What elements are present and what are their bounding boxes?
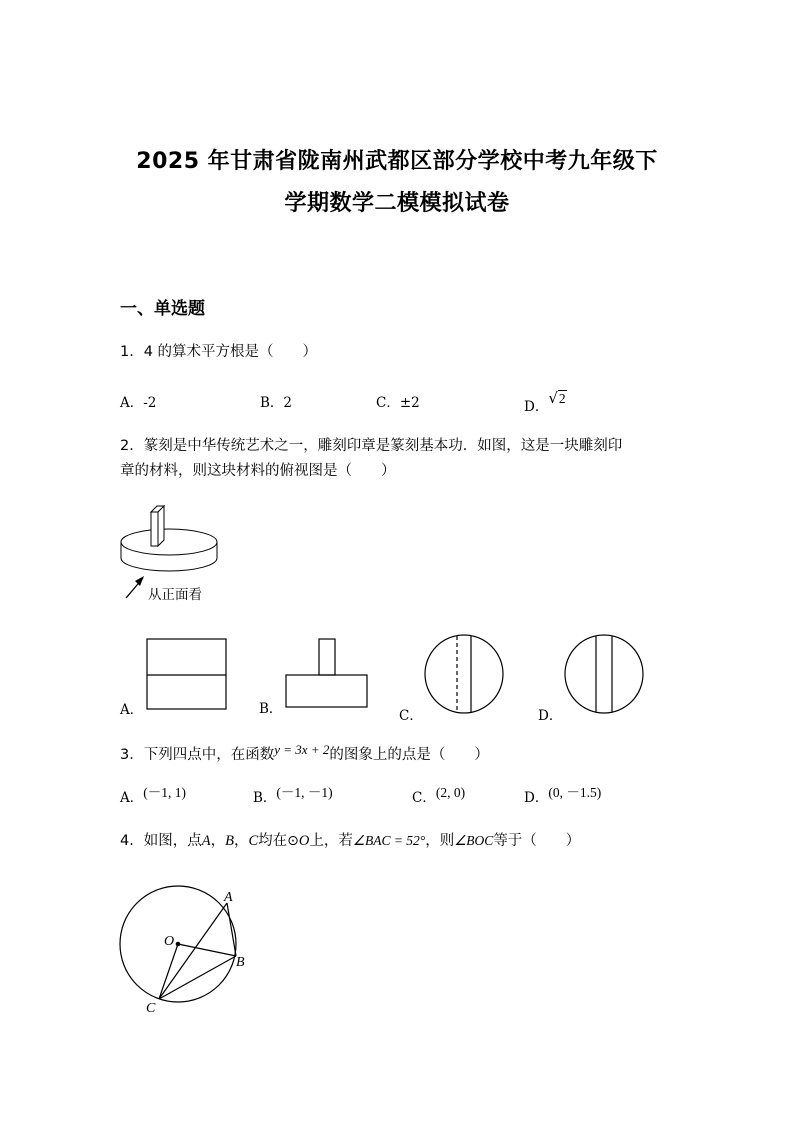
q4-angle1: ∠BAC = 52° xyxy=(352,833,426,848)
q3-option-d-value: (0, －1.5) xyxy=(548,785,602,800)
q1-option-a-value: -2 xyxy=(143,395,157,411)
q1-option-a[interactable] xyxy=(120,391,156,411)
q4-text-mid: 均在 xyxy=(258,833,288,849)
page-title-line2: 学期数学二模模拟试卷 xyxy=(284,191,510,216)
q3-option-a[interactable] xyxy=(120,786,186,806)
base-block xyxy=(286,675,367,707)
q3-option-d-label: D． xyxy=(524,790,549,806)
q3-formula: y = 3x + 2 xyxy=(274,742,330,757)
q2-option-d-figure[interactable] xyxy=(563,633,645,715)
q3-option-b-label: B． xyxy=(253,790,277,806)
sqrt-symbol-icon: √ xyxy=(548,389,558,407)
outer-circle xyxy=(425,635,503,713)
q4-circle-name: O xyxy=(298,833,310,849)
label-a: A xyxy=(224,890,233,905)
q3-option-b[interactable] xyxy=(253,786,333,806)
page-title-line1: 2025 年甘肃省陇南州武都区部分学校中考九年级下 xyxy=(136,149,658,174)
outer-circle xyxy=(565,635,643,713)
q1-option-b-value: 2 xyxy=(283,395,293,411)
q3-option-a-label: A． xyxy=(120,790,144,806)
upper-block xyxy=(319,639,335,675)
figure-caption: 从正面看 xyxy=(148,587,202,603)
q1-option-d[interactable] xyxy=(524,387,567,415)
q1-option-b-label: B． xyxy=(260,395,284,411)
q1-option-c-label: C． xyxy=(376,395,400,411)
label-b: B xyxy=(236,955,245,970)
segment-ob xyxy=(178,944,236,956)
question-2-line1: 2．篆刻是中华传统艺术之一，雕刻印章是篆刻基本功．如图，这是一块雕刻印 xyxy=(120,438,623,454)
question-3-text xyxy=(120,743,489,767)
q4-point-b: B xyxy=(225,833,234,849)
q1-option-d-label: D． xyxy=(524,399,549,415)
q1-option-c[interactable] xyxy=(376,391,420,411)
segment-bc xyxy=(159,956,236,999)
q4-text-mid2: 上，若 xyxy=(309,833,353,849)
block-front xyxy=(151,512,158,546)
q3-option-c-label: C． xyxy=(412,790,436,806)
segment-ac xyxy=(159,903,227,999)
question-4-text xyxy=(120,829,580,853)
q3-text-after: 的图象上的点是（ ） xyxy=(329,747,489,763)
q1-option-d-value: 2 xyxy=(558,391,566,406)
q4-sep2: ， xyxy=(233,833,249,849)
q3-option-c[interactable] xyxy=(412,786,465,806)
cylinder-top xyxy=(121,529,217,555)
q2-option-b-label[interactable]: B． xyxy=(259,701,283,717)
q2-option-a-label[interactable]: A． xyxy=(120,702,144,718)
center-point xyxy=(176,942,181,947)
q4-point-a: A xyxy=(201,833,211,849)
question-2-line2: 章的材料，则这块材料的俯视图是（ ） xyxy=(120,463,396,479)
circle-dot-icon: ⊙ xyxy=(287,833,299,849)
q3-option-d[interactable] xyxy=(524,786,601,806)
q4-text-end: 等于（ ） xyxy=(493,833,581,849)
q4-angle2: ∠BOC xyxy=(454,833,494,848)
q2-option-d-label[interactable]: D． xyxy=(538,708,563,724)
block-side xyxy=(158,506,164,546)
q2-option-b-figure[interactable] xyxy=(284,637,370,711)
circle-figure xyxy=(110,884,270,1024)
segment-oc xyxy=(159,944,178,999)
q2-option-c-figure[interactable] xyxy=(423,633,505,715)
q2-option-a-figure[interactable] xyxy=(145,637,229,711)
q3-option-b-value: (－1, －1) xyxy=(276,785,333,800)
section-heading: 一、单选题 xyxy=(120,299,205,319)
q3-text-before: 3．下列四点中，在函数 xyxy=(120,747,275,763)
q4-text-start: 4．如图，点 xyxy=(120,833,202,849)
label-c: C xyxy=(146,1001,156,1016)
label-o: O xyxy=(164,934,175,949)
q2-option-c-label[interactable]: C． xyxy=(399,708,423,724)
arrow-head-icon xyxy=(135,576,144,586)
q1-option-c-value: ±2 xyxy=(399,395,420,411)
q3-option-a-value: (－1, 1) xyxy=(143,785,186,800)
question-1-text: 1．4 的算术平方根是（ ） xyxy=(120,344,318,360)
q4-text-mid3: ，则 xyxy=(425,833,455,849)
q3-option-c-value: (2, 0) xyxy=(435,785,466,800)
outer-rectangle xyxy=(147,639,226,709)
q1-option-b[interactable] xyxy=(260,391,292,411)
q1-option-a-label: A． xyxy=(120,395,144,411)
q4-sep1: ， xyxy=(210,833,226,849)
q4-point-c: C xyxy=(248,833,259,849)
